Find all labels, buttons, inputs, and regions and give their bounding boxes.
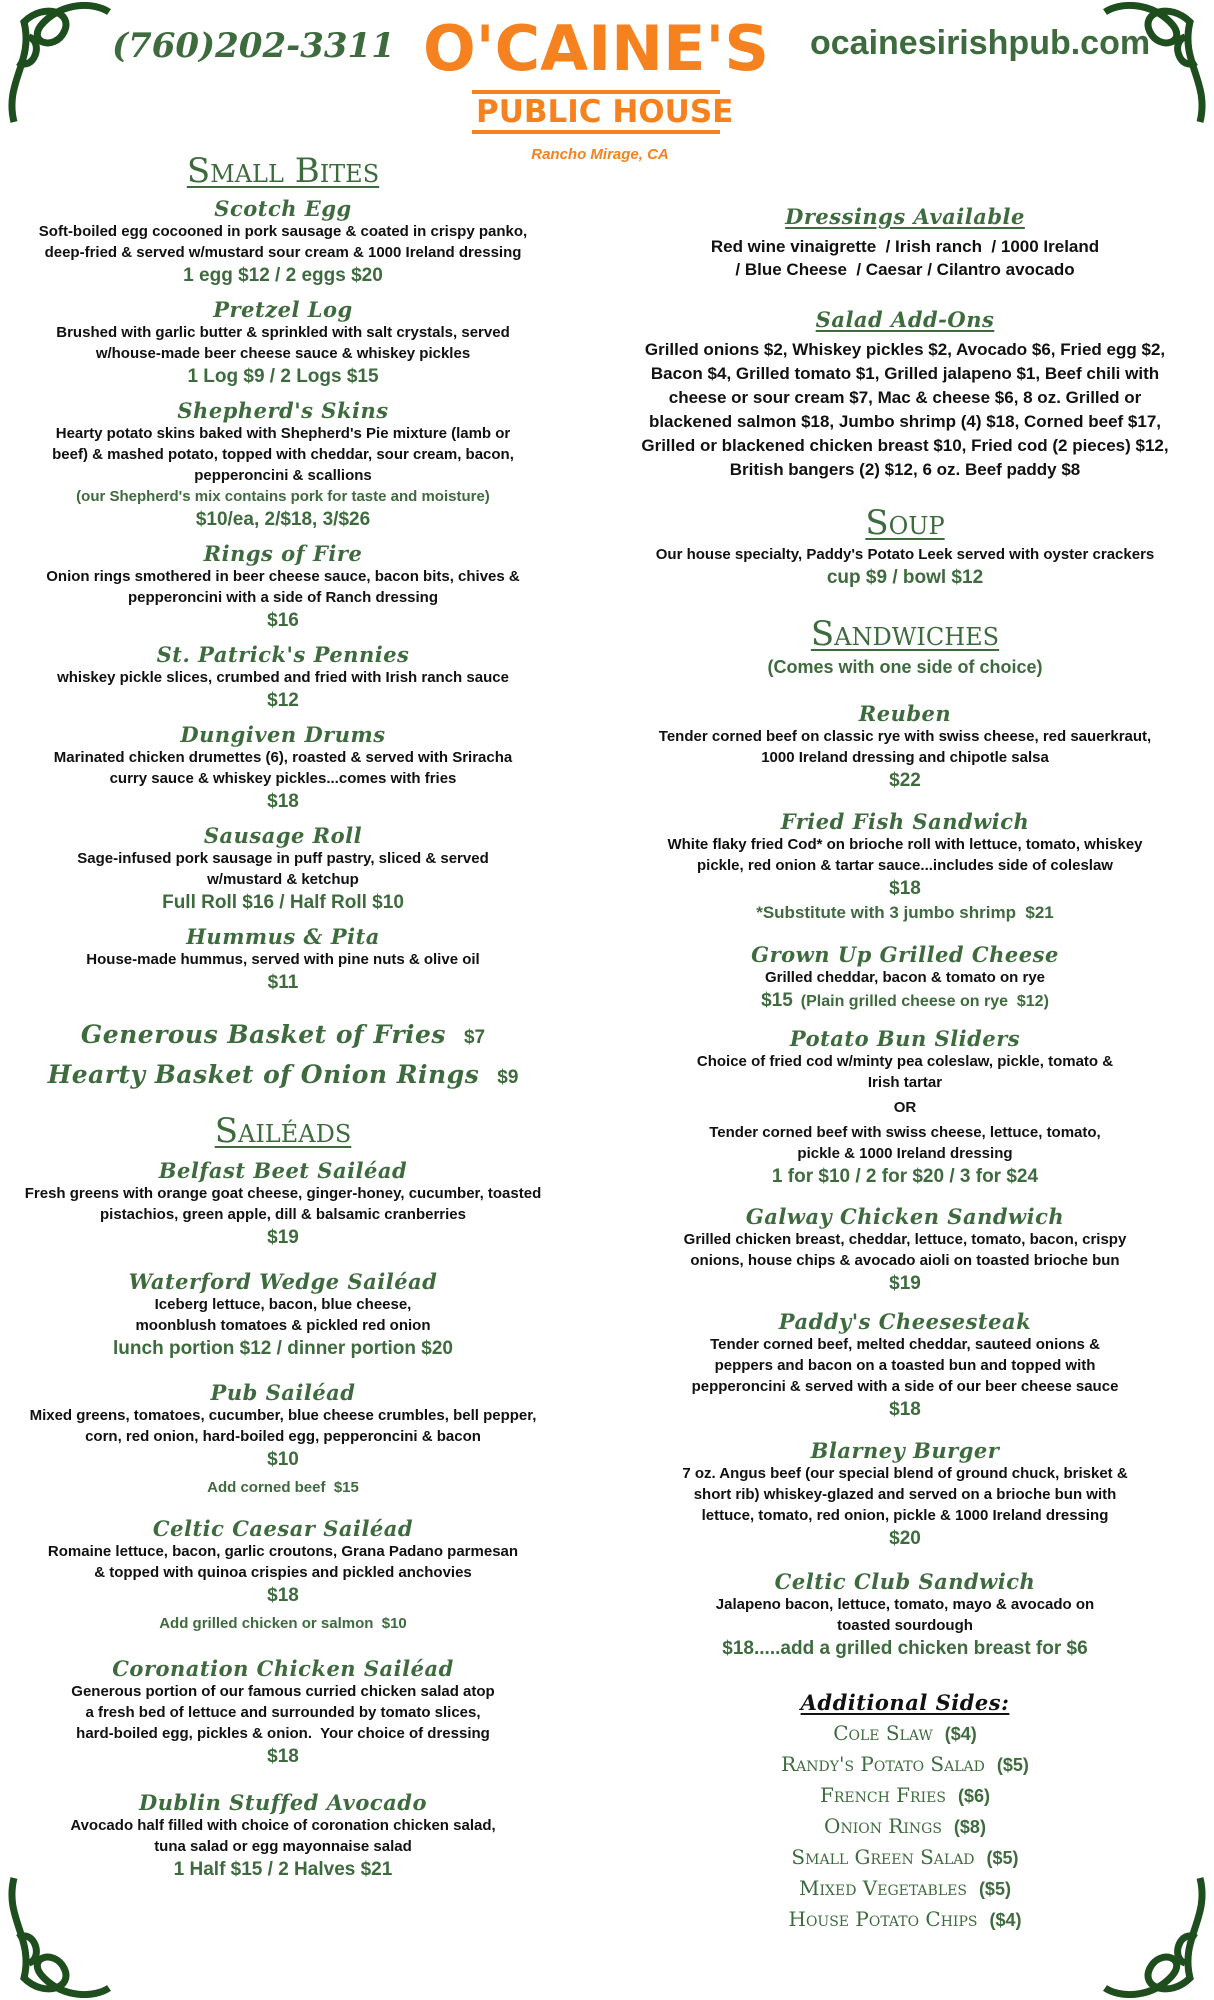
saleads-heading: Sailéads xyxy=(214,1111,352,1151)
additional-sides-section xyxy=(781,1690,1029,1934)
item-price: $18 xyxy=(267,1585,299,1606)
celtic-knot-top-left-icon xyxy=(4,2,114,132)
menu-item xyxy=(77,823,489,916)
item-name: Rings of Fire xyxy=(203,541,363,566)
item-name: Shepherd's Skins xyxy=(177,398,389,423)
item-price: 1 for $10 / 2 for $20 / 3 for $24 xyxy=(771,1166,1039,1187)
side-price: ($4) xyxy=(944,1724,977,1744)
item-price: $12 xyxy=(267,690,299,711)
side-price: ($6) xyxy=(957,1786,990,1806)
item-description: Soft-boiled egg cocooned in pork sausage & coated in crispy panko, deep-fried & served w/mustard sour cream & 1000 Ireland dressing xyxy=(38,223,528,261)
item-name: Pretzel Log xyxy=(213,297,353,322)
item-price: $15 xyxy=(761,990,793,1011)
item-name: Celtic Club Sandwich xyxy=(774,1569,1036,1594)
menu-item xyxy=(697,1026,1113,1190)
side-name: Mixed Vegetables xyxy=(799,1876,967,1900)
item-name: Blarney Burger xyxy=(810,1438,1000,1463)
item-description: Avocado half filled with choice of coronation chicken salad, tuna salad or egg mayonnaise salad xyxy=(70,1817,496,1855)
menu-item xyxy=(48,1516,518,1634)
phone-number[interactable]: (760)202-3311 xyxy=(112,26,395,66)
side-item xyxy=(789,1905,1022,1934)
side-price: ($4) xyxy=(989,1910,1022,1930)
basket-price: $7 xyxy=(463,1027,486,1048)
item-name: Waterford Wedge Sailéad xyxy=(128,1269,438,1294)
side-name: Cole Slaw xyxy=(833,1721,933,1745)
menu-item xyxy=(682,1438,1127,1552)
side-price: ($5) xyxy=(978,1879,1011,1899)
item-price: $19 xyxy=(889,1273,921,1294)
menu-item xyxy=(54,722,512,815)
item-price: $18 xyxy=(267,791,299,812)
menu-item xyxy=(71,1656,494,1770)
item-price: 1 Half $15 / 2 Halves $21 xyxy=(173,1859,393,1880)
dressings-list: Red wine vinaigrette / Irish ranch / 1000 Ireland / Blue Cheese / Caesar / Cilantro avocado xyxy=(710,237,1100,279)
item-description: Generous portion of our famous curried chicken salad atop a fresh bed of lettuce and surrounded by tomato slices, hard-boiled egg, pickles & onion. Your choice of dressing xyxy=(71,1683,495,1742)
item-description: Iceberg lettuce, bacon, blue cheese, moonblush tomatoes & pickled red onion xyxy=(135,1296,431,1334)
side-item xyxy=(833,1719,977,1748)
menu-item xyxy=(716,1569,1094,1662)
item-price: $18 xyxy=(889,878,921,899)
price-row xyxy=(761,988,1049,1014)
logo-name: O'CAINE'S xyxy=(422,12,770,85)
item-price: $18 xyxy=(889,1399,921,1420)
item-description: Choice of fried cod w/minty pea coleslaw, pickle, tomato & Irish tartar xyxy=(696,1053,1114,1091)
item-price: $10 xyxy=(267,1449,299,1470)
side-name: Randy's Potato Salad xyxy=(781,1752,985,1776)
item-price: $18 xyxy=(267,1746,299,1767)
item-name: Galway Chicken Sandwich xyxy=(745,1204,1065,1229)
item-description: Tender corned beef on classic rye with swiss cheese, red sauerkraut, 1000 Ireland dressing and chipotle salsa xyxy=(658,728,1152,766)
menu-item xyxy=(52,398,514,533)
item-description: Romaine lettuce, bacon, garlic croutons, Grana Padano parmesan & topped with quinoa crispies and pickled anchovies xyxy=(47,1543,519,1581)
menu-item xyxy=(46,541,519,634)
item-description: Marinated chicken drumettes (6), roasted & served with Sriracha curry sauce & whiskey pickles...comes with fries xyxy=(53,749,513,787)
item-price: $20 xyxy=(889,1528,921,1549)
item-price: $19 xyxy=(267,1227,299,1248)
item-price: lunch portion $12 / dinner portion $20 xyxy=(113,1338,453,1359)
item-name: Coronation Chicken Sailéad xyxy=(112,1656,454,1681)
menu-item xyxy=(86,924,479,996)
item-price: 1 Log $9 / 2 Logs $15 xyxy=(187,366,379,387)
item-description: Fresh greens with orange goat cheese, ginger-honey, cucumber, toasted pistachios, green apple, dill & balsamic cranberries xyxy=(24,1185,542,1223)
basket-name: Generous Basket of Fries xyxy=(80,1020,446,1049)
item-note: (our Shepherd's mix contains pork for taste and moisture) xyxy=(76,488,490,505)
small-bites-heading: Small Bites xyxy=(186,151,380,191)
item-name: Grown Up Grilled Cheese xyxy=(751,942,1059,967)
basket-item xyxy=(81,1018,485,1052)
side-name: Small Green Salad xyxy=(791,1845,975,1869)
side-item xyxy=(820,1781,990,1810)
item-price: Full Roll $16 / Half Roll $10 xyxy=(162,892,404,913)
sandwiches-subtitle: (Comes with one side of choice) xyxy=(767,657,1043,677)
basket-name: Hearty Basket of Onion Rings xyxy=(47,1060,480,1089)
side-price: ($5) xyxy=(996,1755,1029,1775)
side-price: ($5) xyxy=(986,1848,1019,1868)
item-price: $11 xyxy=(267,972,299,993)
section-heading: Sandwiches xyxy=(810,614,1000,654)
item-name: Fried Fish Sandwich xyxy=(780,809,1030,834)
item-name: Sausage Roll xyxy=(203,823,363,848)
item-description: Grilled chicken breast, cheddar, lettuce, tomato, bacon, crispy onions, house chips & avocado aioli on toasted brioche bun xyxy=(683,1231,1127,1269)
website-link[interactable]: ocainesirishpub.com xyxy=(810,24,1151,62)
item-addon: Add corned beef $15 xyxy=(207,1479,359,1496)
item-addon: Add grilled chicken or salmon $10 xyxy=(159,1615,407,1632)
side-item xyxy=(791,1843,1018,1872)
item-description: Onion rings smothered in beer cheese sauce, bacon bits, chives & pepperoncini with a side of Ranch dressing xyxy=(46,568,520,606)
item-description: Mixed greens, tomatoes, cucumber, blue cheese crumbles, bell pepper, corn, red onion, hard-boiled egg, pepperoncini & bacon xyxy=(29,1407,537,1445)
menu-item xyxy=(113,1269,453,1362)
item-description: whiskey pickle slices, crumbed and fried with Irish ranch sauce xyxy=(57,669,509,686)
item-name: Dungiven Drums xyxy=(180,722,386,747)
basket-item xyxy=(48,1058,519,1092)
menu-item xyxy=(30,1380,537,1498)
menu-item xyxy=(659,701,1151,794)
item-price: $22 xyxy=(889,770,921,791)
item-note: (Plain grilled cheese on rye $12) xyxy=(800,993,1049,1010)
item-price: $10/ea, 2/$18, 3/$26 xyxy=(195,509,371,530)
section-heading: Salad Add-Ons xyxy=(815,307,995,332)
menu-item xyxy=(70,1790,495,1883)
celtic-knot-bottom-left-icon xyxy=(4,1868,114,1998)
menu-item xyxy=(57,642,509,714)
side-name: Onion Rings xyxy=(824,1814,942,1838)
side-item xyxy=(824,1812,986,1841)
sandwiches-section xyxy=(767,613,1042,679)
item-description: White flaky fried Cod* on brioche roll with lettuce, tomato, whiskey pickle, red onion & tartar sauce...includes side of coleslaw xyxy=(667,836,1143,874)
menu-item xyxy=(25,1158,542,1251)
addons-list: Grilled onions $2, Whiskey pickles $2, Avocado $6, Fried egg $2, Bacon $4, Grilled tomato $1, Grilled jalapeno $1, Beef chili with cheese or sour cream $7, Mac & cheese $6, 8 oz. Grilled or blackened salmon $18, Jumbo shrimp (4) $18, Corned beef $17, Grilled or blackened chicken breast $10, Fried cod (2 pieces) $12, British bangers (2) $12, 6 oz. Beef paddy $8 xyxy=(641,340,1169,479)
menu-item xyxy=(751,942,1059,1014)
item-name: Belfast Beet Sailéad xyxy=(158,1158,408,1183)
item-description: Hearty potato skins baked with Shepherd's Pie mixture (lamb or beef) & mashed potato, topped with cheddar, sour cream, bacon, pepperoncini & scallions xyxy=(52,425,514,484)
item-description-alt: Tender corned beef with swiss cheese, lettuce, tomato, pickle & 1000 Ireland dressing xyxy=(709,1124,1101,1162)
celtic-knot-top-right-icon xyxy=(1100,2,1210,132)
menu-item xyxy=(684,1204,1127,1297)
item-description: Our house specialty, Paddy's Potato Leek served with oyster crackers xyxy=(655,546,1155,563)
item-description: 7 oz. Angus beef (our special blend of ground chuck, brisket & short rib) whiskey-glazed and served on a brioche bun with lettuce, tomato, red onion, pickle & 1000 Ireland dressing xyxy=(682,1465,1128,1524)
item-price: $18.....add a grilled chicken breast for $6 xyxy=(722,1638,1088,1659)
basket-price: $9 xyxy=(497,1067,519,1088)
left-column xyxy=(0,150,566,1883)
menu-item xyxy=(56,297,509,390)
soup-section xyxy=(656,502,1155,591)
section-heading: Dressings Available xyxy=(785,204,1025,229)
item-name: St. Patrick's Pennies xyxy=(156,642,410,667)
item-description: Jalapeno bacon, lettuce, tomato, mayo & avocado on toasted sourdough xyxy=(715,1596,1095,1634)
item-description: Brushed with garlic butter & sprinkled with salt crystals, served w/house-made beer cheese sauce & whiskey pickles xyxy=(56,324,510,362)
item-name: Hummus & Pita xyxy=(186,924,380,949)
section-heading: Soup xyxy=(865,503,945,543)
salad-addons-section xyxy=(641,307,1168,482)
item-name: Pub Sailéad xyxy=(210,1380,356,1405)
menu-item xyxy=(39,196,527,289)
item-name: Paddy's Cheesesteak xyxy=(778,1309,1032,1334)
side-item xyxy=(781,1750,1029,1779)
item-description: Sage-infused pork sausage in puff pastry, sliced & served w/mustard & ketchup xyxy=(77,850,489,888)
item-description: Grilled cheddar, bacon & tomato on rye xyxy=(764,969,1046,986)
item-name: Dublin Stuffed Avocado xyxy=(138,1790,427,1815)
menu-item xyxy=(692,1309,1119,1423)
item-name: Reuben xyxy=(858,701,952,726)
side-name: House Potato Chips xyxy=(788,1907,978,1931)
menu-item xyxy=(667,809,1142,924)
logo-subtitle: PUBLIC HOUSE xyxy=(472,90,720,134)
side-name: French Fries xyxy=(820,1783,946,1807)
item-description: Tender corned beef, melted cheddar, sauteed onions & peppers and bacon on a toasted bun and topped with pepperoncini & served with a side of our beer cheese sauce xyxy=(691,1336,1119,1395)
item-price: $16 xyxy=(267,610,299,631)
item-note: *Substitute with 3 jumbo shrimp $21 xyxy=(756,903,1054,922)
item-price: 1 egg $12 / 2 eggs $20 xyxy=(183,265,383,286)
item-price: cup $9 / bowl $12 xyxy=(826,567,984,588)
side-item xyxy=(799,1874,1011,1903)
dressings-section xyxy=(711,204,1099,281)
location: Rancho Mirage, CA xyxy=(531,146,669,163)
side-price: ($8) xyxy=(953,1817,986,1837)
item-name: Potato Bun Sliders xyxy=(789,1026,1021,1051)
item-description: House-made hummus, served with pine nuts & olive oil xyxy=(86,951,480,968)
or-separator: OR xyxy=(893,1099,917,1116)
right-column xyxy=(596,204,1214,1934)
section-heading: Additional Sides: xyxy=(800,1690,1010,1715)
item-name: Celtic Caesar Sailéad xyxy=(152,1516,414,1541)
item-name: Scotch Egg xyxy=(214,196,352,221)
